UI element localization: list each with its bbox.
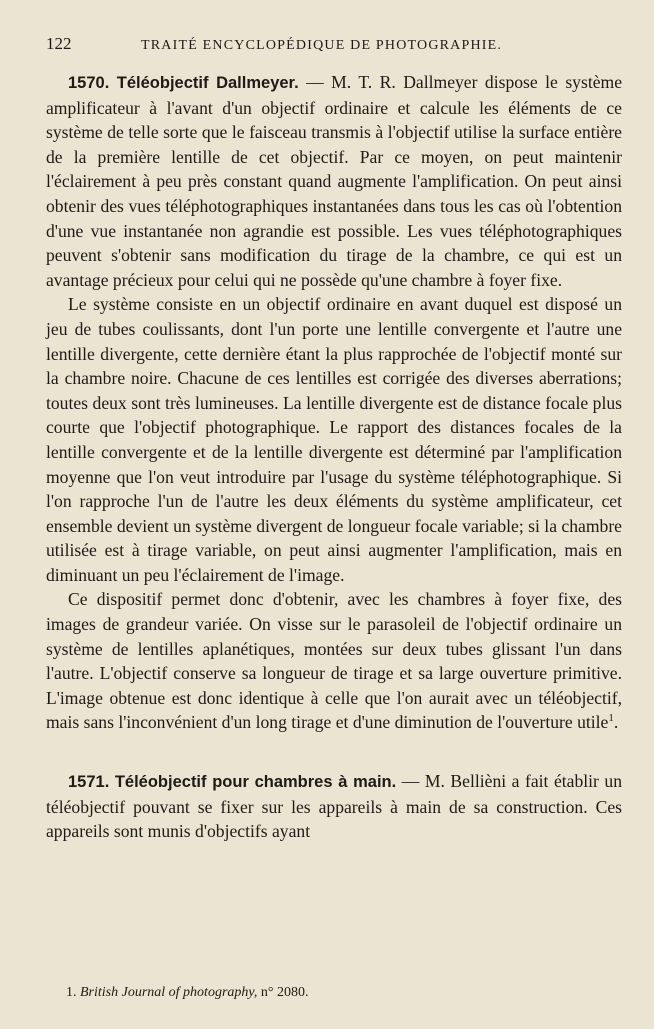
section-1571-title: Téléobjectif pour chambres à main.: [114, 773, 397, 792]
section-1570-title: Téléobjectif Dallmeyer.: [116, 74, 299, 92]
footnote-reference[interactable]: 1: [608, 712, 614, 725]
section-1571-lead-text: — M. Bellièni a fait établir un téléobjectif pouvant se fixer sur les appareils à main de sa construction. Ces appareils sont munis d'objectifs ayant: [46, 771, 622, 842]
page-number: 122: [46, 34, 72, 53]
section-1570-lead-text: — M. T. R. Dallmeyer dispose le système amplificateur à l'avant d'un objectif ordinaire et calcule les éléments de ce système de telle sorte que le faisceau transmis à l'objectif utilise la surface entière de la première lentille de cet objectif. Par ce moyen, on peut maintenir l'éclairement à peu près constant quand augmente l'amplification. On peut ainsi obtenir des vues téléphotographiques instantanées dans tous les cas où l'obtention d'une vue instantanée non agrandie est possible. Les vues téléphotographiques peuvent s'obtenir sans modification du tirage de la chambre, ce qui est un avantage précieux pour celui qui ne possède qu'une chambre à foyer fixe.: [46, 72, 623, 290]
section-1571-number: 1571.: [68, 773, 110, 792]
footnote-issue: n° 2080.: [257, 985, 309, 1000]
section-1570-number: 1570.: [68, 74, 110, 92]
section-1570-paragraph-2: Le système consiste en un objectif ordinaire en avant duquel est disposé un jeu de tubes coulissants, dont l'un porte une lentille convergente et l'autre une lentille divergente, cette dernière étant la plus rapprochée de l'objectif monté sur la chambre noire. Chacune de ces lentilles est corrigée des diverses aberrations; toutes deux sont très lumineuses. La lentille divergente est de distance focale plus courte que l'objectif photographique. Le rapport des distances focales de la lentille convergente et de la lentille divergente est déterminé par l'amplification moyenne que l'on veut introduire par l'usage du système téléphotographique. Si l'on rapproche l'un de l'autre les deux éléments du système amplificateur, cet ensemble devient un système divergent de longueur focale variable; si la chambre utilisée est à tirage variable, on peut ainsi augmenter l'amplification, mais en diminuant un peu l'éclairement de l'image.: [46, 294, 622, 585]
footnote-marker: 1.: [66, 985, 80, 1000]
section-spacer: [46, 735, 622, 769]
paragraph-3-end: .: [613, 712, 619, 733]
section-1571-paragraph-1: [46, 769, 622, 844]
section-1570-paragraph-1: [46, 70, 622, 292]
footnote-source: British Journal of photography,: [80, 985, 258, 1000]
running-title: TRAITÉ ENCYCLOPÉDIQUE DE PHOTOGRAPHIE.: [141, 38, 503, 53]
section-1570-paragraph-3: [46, 587, 622, 735]
section-1570-paragraph-3-text: Ce dispositif permet donc d'obtenir, avec les chambres à foyer fixe, des images de grandeur variée. On visse sur le parasoleil de l'objectif ordinaire un système de lentilles aplanétiques, montées sur deux tubes glissant l'un dans l'autre. L'objectif conserve sa longueur de tirage et sa large ouverture primitive. L'image obtenue est donc identique à celle que l'on aurait avec un téléobjectif, mais sans l'inconvénient d'un long tirage et d'une diminution de l'ouverture utile: [46, 589, 622, 733]
running-head: [46, 34, 622, 64]
footnote: [66, 985, 308, 1001]
page-body: [46, 70, 622, 844]
